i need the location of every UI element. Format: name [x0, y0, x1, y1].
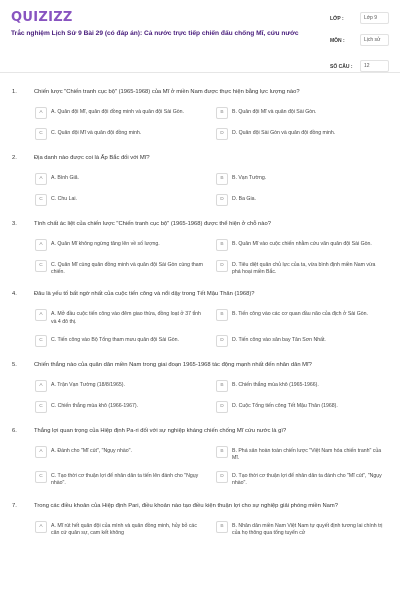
question-item: [0, 88, 400, 140]
option-text: C. Chiến thắng mùa khô (1966-1967).: [51, 402, 139, 409]
option-letter-box[interactable]: C: [35, 401, 47, 413]
option-text: A. Quân Mĩ không ngừng tăng lên về số lượng.: [51, 241, 160, 247]
answer-options: [35, 240, 400, 276]
question-header: [0, 88, 400, 96]
option-text: D. Tiến công vào sân bay Tân Sơn Nhất.: [232, 336, 326, 343]
option-text: B. Vạn Tường.: [232, 175, 267, 181]
answer-option[interactable]: [216, 381, 384, 392]
document-title: Trắc nghiệm Lịch Sử 9 Bài 29 (có đáp án): Cả nước trực tiếp chiến đấu chống Mĩ, cứu nước: [11, 30, 299, 37]
answer-option[interactable]: [35, 240, 203, 251]
question-text: Trong các điều khoản của Hiệp định Pari, điều khoản nào tạo điều kiện thuận lợi cho sự nghiệp giải phóng miền Nam?: [34, 502, 338, 509]
option-letter-box[interactable]: B: [216, 309, 228, 321]
option-letter-box[interactable]: B: [216, 521, 228, 533]
answer-options: [35, 522, 400, 537]
answer-option[interactable]: [35, 129, 203, 140]
question-number: 4.: [12, 291, 17, 298]
answer-option[interactable]: [216, 240, 384, 251]
question-item: [0, 290, 400, 346]
option-letter-box[interactable]: A: [35, 173, 47, 185]
question-header: [0, 154, 400, 162]
answer-option[interactable]: [216, 310, 384, 325]
option-letter-box[interactable]: C: [35, 128, 47, 140]
option-text: B. Phá sản hoàn toàn chiến lược "Việt Nam hóa chiến tranh" của Mĩ.: [232, 447, 382, 462]
option-letter-box[interactable]: B: [216, 239, 228, 251]
answer-option[interactable]: [35, 522, 203, 537]
question-number: 1.: [12, 89, 17, 95]
option-letter-box[interactable]: A: [35, 107, 47, 119]
option-letter-box[interactable]: A: [35, 309, 47, 321]
answer-option[interactable]: [35, 402, 203, 413]
option-letter-box[interactable]: D: [216, 335, 228, 347]
answer-options: [35, 447, 400, 488]
meta-subject-row: [330, 34, 392, 60]
option-letter-box[interactable]: A: [35, 239, 47, 251]
meta-class-row: [330, 12, 392, 34]
answer-option[interactable]: [35, 336, 203, 347]
option-text: D. Cuộc Tổng tiến công Tết Mậu Thân (1968).: [232, 402, 338, 409]
option-text: C. Quân Mĩ cùng quân đồng minh và quân đội Sài Gòn cùng tham chiến.: [51, 262, 203, 276]
answer-option[interactable]: [35, 310, 203, 325]
option-letter-box[interactable]: B: [216, 173, 228, 185]
question-text: Tính chất ác liệt của chiến lược "Chiến tranh cục bộ" (1965-1968) được thể hiện ở chỗ nào?: [34, 221, 271, 227]
answer-option[interactable]: [35, 472, 203, 487]
question-text: Chiến lược "Chiến tranh cục bộ" (1965-1968) của Mĩ ở miền Nam được thực hiện bằng lực lượng nào?: [34, 89, 300, 95]
quizizz-logo[interactable]: QUIZIZZ: [11, 10, 73, 25]
answer-option[interactable]: [35, 195, 203, 206]
question-item: [0, 502, 400, 537]
option-text: A. Bình Giã.: [51, 175, 79, 181]
option-letter-box[interactable]: D: [216, 194, 228, 206]
answer-option[interactable]: [35, 261, 203, 276]
answer-options: [35, 310, 400, 346]
answer-option[interactable]: [216, 402, 384, 413]
question-number: 3.: [12, 221, 17, 227]
option-letter-box[interactable]: A: [35, 380, 47, 392]
answer-option[interactable]: [216, 472, 384, 487]
option-letter-box[interactable]: C: [35, 471, 47, 483]
answer-option[interactable]: [216, 108, 384, 119]
option-text: B. Quân đội Mĩ và quân đội Sài Gòn.: [232, 109, 317, 115]
question-number: 5.: [12, 361, 17, 368]
option-letter-box[interactable]: B: [216, 107, 228, 119]
question-item: [0, 154, 400, 206]
header: [0, 0, 400, 73]
option-letter-box[interactable]: B: [216, 380, 228, 392]
option-text: D. Tạo thời cơ thuận lợi để nhân dân ta đánh cho "Mĩ cút", "Ngụy nhào".: [232, 473, 382, 487]
option-text: B. Quân Mĩ vào cuộc chiến nhằm cứu vãn quân đội Sài Gòn.: [232, 241, 372, 247]
question-header: [0, 502, 400, 510]
option-letter-box[interactable]: C: [35, 335, 47, 347]
answer-option[interactable]: [35, 108, 203, 119]
question-count-value: 12: [360, 60, 389, 72]
question-text: Địa danh nào được coi là Ấp Bắc đối với Mĩ?: [34, 155, 150, 161]
question-number: 7.: [12, 502, 17, 509]
meta-count-row: [330, 60, 392, 82]
answer-option[interactable]: [216, 261, 384, 276]
option-letter-box[interactable]: B: [216, 446, 228, 458]
option-text: C. Chu Lai.: [51, 196, 77, 202]
option-text: B. Chiến thắng mùa khô (1965-1966).: [232, 381, 319, 388]
option-text: A. Quân đội Mĩ, quân đội đồng minh và quân đội Sài Gòn.: [51, 109, 184, 115]
answer-option[interactable]: [216, 195, 384, 206]
answer-options: [35, 108, 400, 140]
question-text: Đâu là yếu tố bất ngờ nhất của cuộc tiến công và nổi dậy trong Tết Mậu Thân (1968)?: [34, 291, 255, 298]
class-value: Lớp 9: [360, 12, 389, 24]
subject-label: MÔN :: [330, 38, 345, 44]
option-letter-box[interactable]: C: [35, 260, 47, 272]
answer-option[interactable]: [35, 381, 203, 392]
question-item: [0, 427, 400, 488]
option-text: B. Tiến công vào các cơ quan đầu não của địch ở Sài Gòn.: [232, 311, 368, 318]
question-header: [0, 220, 400, 228]
option-text: A. Mĩ rút hết quân đội của mình và quân đồng minh, hủy bỏ các căn cứ quân sự, cam kết không: [51, 522, 197, 536]
answer-option[interactable]: [35, 447, 203, 462]
question-list: [0, 88, 400, 551]
question-text: Thắng lợi quan trọng của Hiệp định Pa-ri đối với sự nghiệp kháng chiến chống Mĩ cứu nước là gì?: [34, 427, 287, 434]
question-item: [0, 220, 400, 276]
answer-options: [35, 174, 400, 206]
answer-option[interactable]: [216, 522, 384, 537]
question-text: Chiến thắng nào của quân dân miền Nam trong giai đoạn 1965-1968 tác động mạnh nhất đến nhân dân Mĩ?: [34, 361, 312, 368]
answer-option[interactable]: [216, 336, 384, 347]
option-text: A. Trận Vạn Tường (18/8/1965).: [51, 381, 125, 388]
option-letter-box[interactable]: D: [216, 128, 228, 140]
class-label: LỚP :: [330, 16, 344, 22]
question-header: [0, 290, 400, 298]
option-letter-box[interactable]: C: [35, 194, 47, 206]
option-text: A. Mở đầu cuộc tiến công vào đêm giao thừa, đồng loạt ở 37 tỉnh và 4 đô thị.: [51, 311, 201, 325]
option-text: C. Tạo thời cơ thuận lợi để nhân dân ta tiến lên đánh cho "Ngụy nhào".: [51, 473, 199, 487]
option-text: C. Quân đội Mĩ và quân đội đồng minh.: [51, 130, 142, 136]
question-item: [0, 361, 400, 413]
answer-option[interactable]: [216, 129, 384, 140]
option-text: D. Ba Gia.: [232, 196, 256, 202]
question-number: 6.: [12, 427, 17, 434]
option-letter-box[interactable]: A: [35, 446, 47, 458]
question-count-label: SỐ CÂU :: [330, 64, 353, 70]
option-letter-box[interactable]: D: [216, 260, 228, 272]
option-text: D. Tiêu diệt quân chủ lực của ta, vừa bình định miền Nam vừa phá hoại miền Bắc.: [232, 262, 376, 276]
question-header: [0, 427, 400, 435]
option-text: B. Nhân dân miền Nam Việt Nam tự quyết định tương lai chính trị của họ thông qua tổng tuyển cử: [232, 522, 383, 536]
option-letter-box[interactable]: A: [35, 521, 47, 533]
option-text: A. Đánh cho "Mĩ cút", "Ngụy nhào".: [51, 447, 132, 454]
answer-option[interactable]: [216, 447, 384, 462]
answer-options: [35, 381, 400, 413]
option-text: D. Quân đội Sài Gòn và quân đội đồng minh.: [232, 130, 336, 136]
subject-value: Lịch sử: [360, 34, 389, 46]
question-header: [0, 361, 400, 369]
question-number: 2.: [12, 155, 17, 161]
option-letter-box[interactable]: D: [216, 401, 228, 413]
meta-panel: [330, 12, 392, 82]
answer-option[interactable]: [216, 174, 384, 185]
option-text: C. Tiến công vào Bộ Tổng tham mưu quân đội Sài Gòn.: [51, 336, 179, 343]
answer-option[interactable]: [35, 174, 203, 185]
option-letter-box[interactable]: D: [216, 471, 228, 483]
